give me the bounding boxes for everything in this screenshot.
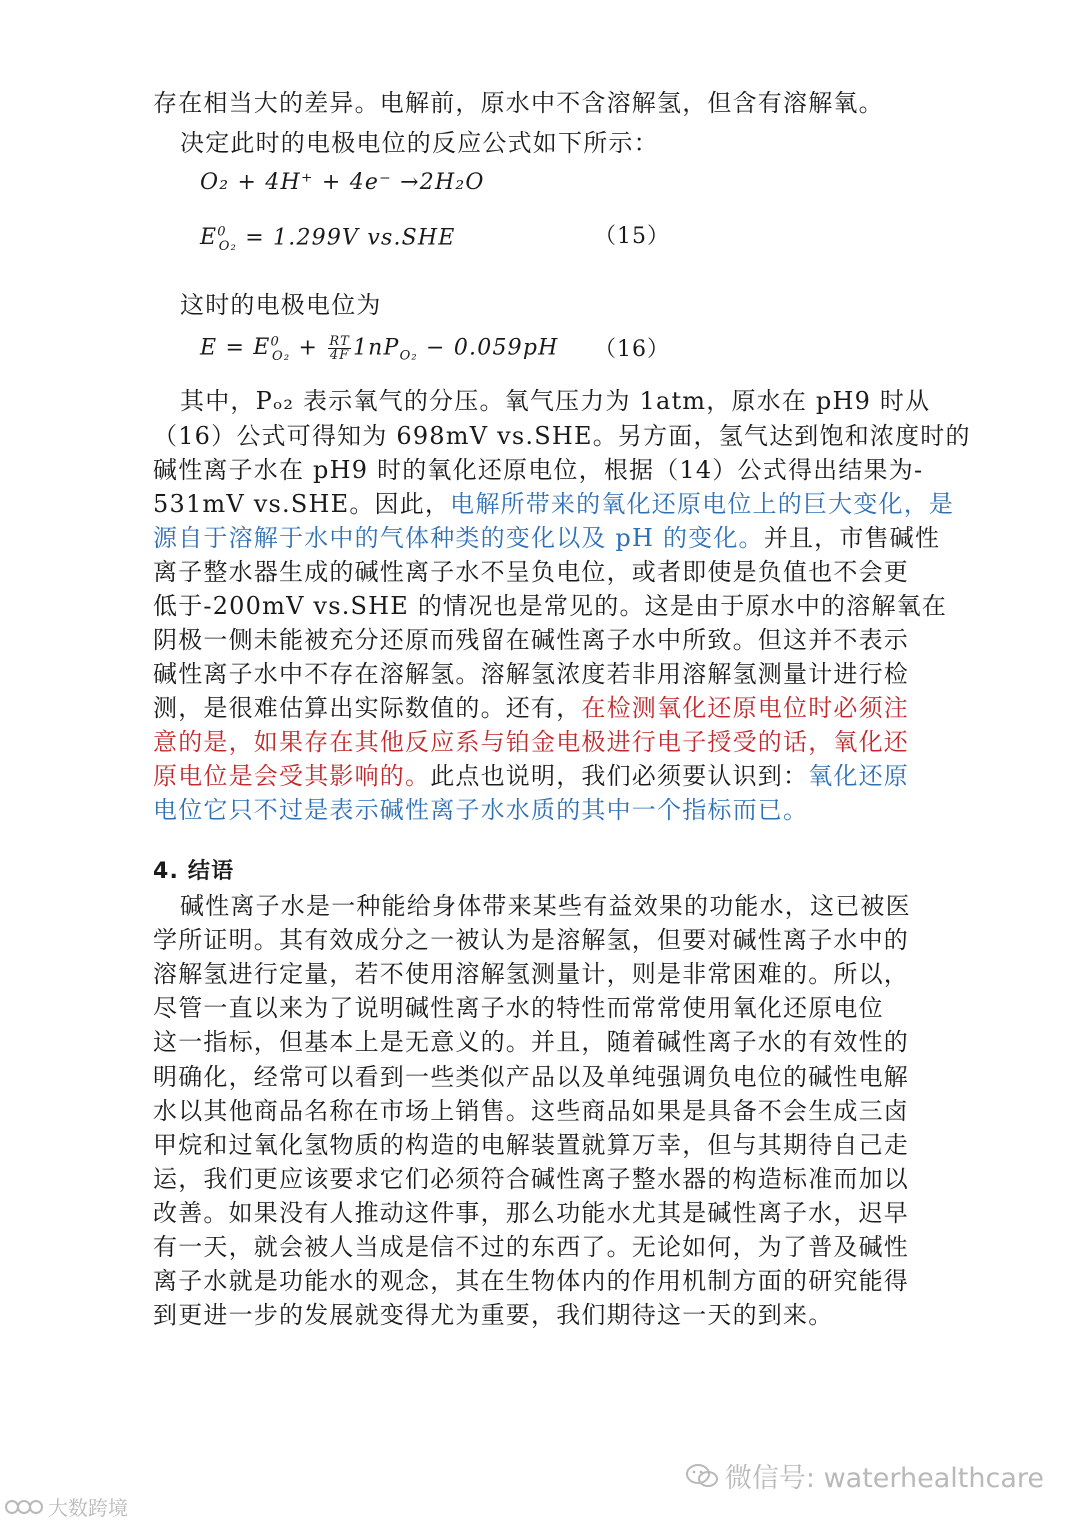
para-line-7: 低于-200mV vs.SHE 的情况也是常见的。这是由于原水中的溶解氧在	[153, 592, 948, 620]
eq16-prefix: E =	[200, 335, 254, 361]
section-line: 有一天，就会被人当成是信不过的东西了。无论如何，为了普及碱性	[153, 1233, 909, 1261]
brand-text: 大数跨境	[48, 1496, 128, 1520]
section-line: 溶解氢进行定量，若不使用溶解氢测量计，则是非常困难的。所以，	[153, 960, 909, 988]
blue-highlight-3: 氧化还原	[808, 762, 910, 790]
equation-16-number: （16）	[594, 337, 670, 362]
equation-reaction: O₂ + 4H⁺ + 4e⁻ →2H₂O	[200, 170, 485, 195]
eq15-symbol: $E^0_{O_2}$	[200, 225, 238, 254]
section-line: 到更进一步的发展就变得尤为重要，我们期待这一天的到来。	[153, 1301, 834, 1329]
blue-highlight-2: 源自于溶解于水中的气体种类的变化以及 pH 的变化。	[153, 524, 764, 552]
para-line-12b: 此点也说明，我们必须要认识到：	[430, 762, 809, 790]
para-line-1: 其中，Pₒ₂ 表示氧气的分压。氧气压力为 1atm，原水在 pH9 时从	[180, 387, 931, 415]
red-highlight-3: 原电位是会受其影响的。	[153, 762, 431, 790]
blue-highlight-1: 电解所带来的氧化还原电位上的巨大变化，是	[450, 490, 955, 518]
brand-logo-icon	[4, 1496, 44, 1518]
section-line: 碱性离子水是一种能给身体带来某些有益效果的功能水，这已被医	[180, 892, 911, 920]
wechat-icon	[685, 1462, 719, 1490]
section-line: 这一指标，但基本上是无意义的。并且，随着碱性离子水的有效性的	[153, 1028, 909, 1056]
section-line: 明确化，经常可以看到一些类似产品以及单纯强调负电位的碱性电解	[153, 1063, 909, 1091]
eq16-tail: − 0.059pH	[417, 335, 559, 361]
eq16-intro: 这时的电极电位为	[180, 291, 382, 319]
para-line-9: 碱性离子水中不存在溶解氢。溶解氢浓度若非用溶解氢测量计进行检	[153, 660, 909, 688]
section-line: 运，我们更应该要求它们必须符合碱性离子整水器的构造标准而加以	[153, 1165, 909, 1193]
section-line: 离子水就是功能水的观念，其在生物体内的作用机制方面的研究能得	[153, 1267, 909, 1295]
blue-highlight-4: 电位它只不过是表示碱性离子水水质的其中一个指标而已。	[153, 796, 809, 824]
eq15-value: = 1.299V vs.SHE	[245, 225, 456, 251]
eq16-rest: 1nP	[352, 335, 400, 361]
para-line-4a: 531mV vs.SHE。因此，	[153, 490, 451, 518]
para-line-5	[153, 521, 940, 555]
eq16-frac-den: 4F	[329, 347, 350, 363]
wechat-watermark	[685, 1456, 1044, 1495]
section-line: 改善。如果没有人推动这件事，那么功能水尤其是碱性离子水，迟早	[153, 1199, 909, 1227]
wechat-id-text: 微信号: waterhealthcare	[724, 1463, 1044, 1494]
section-heading: 4. 结语	[153, 859, 235, 884]
eq16-symbol: $E^0_{O_2}$	[253, 335, 291, 364]
para-line-2: （16）公式可得知为 698mV vs.SHE。另方面，氢气达到饱和浓度时的	[153, 422, 971, 450]
section-line: 甲烷和过氧化氢物质的构造的电解装置就算万幸，但与其期待自己走	[153, 1131, 909, 1159]
section-line: 尽管一直以来为了说明碱性离子水的特性而常常使用氧化还原电位	[153, 994, 884, 1022]
section-line: 水以其他商品名称在市场上销售。这些商品如果是具备不会生成三卤	[153, 1097, 909, 1125]
equation-15	[200, 216, 456, 264]
equation-15-number: （15）	[594, 224, 670, 249]
eq16-frac-num: RT	[329, 333, 350, 349]
para-line-4	[153, 487, 954, 521]
red-highlight-1: 在检测氧化还原电位时必须注	[581, 694, 910, 722]
red-highlight-2: 意的是，如果存在其他反应系与铂金电极进行电子授受的话，氧化还	[153, 728, 909, 756]
para-line-10	[153, 691, 909, 725]
eq16-fraction	[328, 335, 351, 362]
intro-line-2: 决定此时的电极电位的反应公式如下所示：	[180, 129, 659, 157]
para-line-10a: 测，是很难估算出实际数值的。还有，	[153, 694, 582, 722]
para-line-5b: 并且，市售碱性	[763, 524, 941, 552]
para-line-6: 离子整水器生成的碱性离子水不呈负电位，或者即使是负值也不会更	[153, 558, 909, 586]
brand-watermark	[4, 1492, 128, 1521]
equation-16: $E = E^0_{O_2}$ + $\frac{RT}{4F}$ $1nP_{O_2} - 0.059pH$	[200, 333, 559, 364]
section-line: 学所证明。其有效成分之一被认为是溶解氢，但要对碱性离子水中的	[153, 926, 909, 954]
para-line-3: 碱性离子水在 pH9 时的氧化还原电位，根据（14）公式得出结果为-	[153, 456, 924, 484]
intro-line-1: 存在相当大的差异。电解前，原水中不含溶解氢，但含有溶解氧。	[153, 89, 884, 117]
para-line-8: 阴极一侧未能被充分还原而残留在碱性离子水中所致。但这并不表示	[153, 626, 909, 654]
para-line-12	[153, 759, 909, 793]
